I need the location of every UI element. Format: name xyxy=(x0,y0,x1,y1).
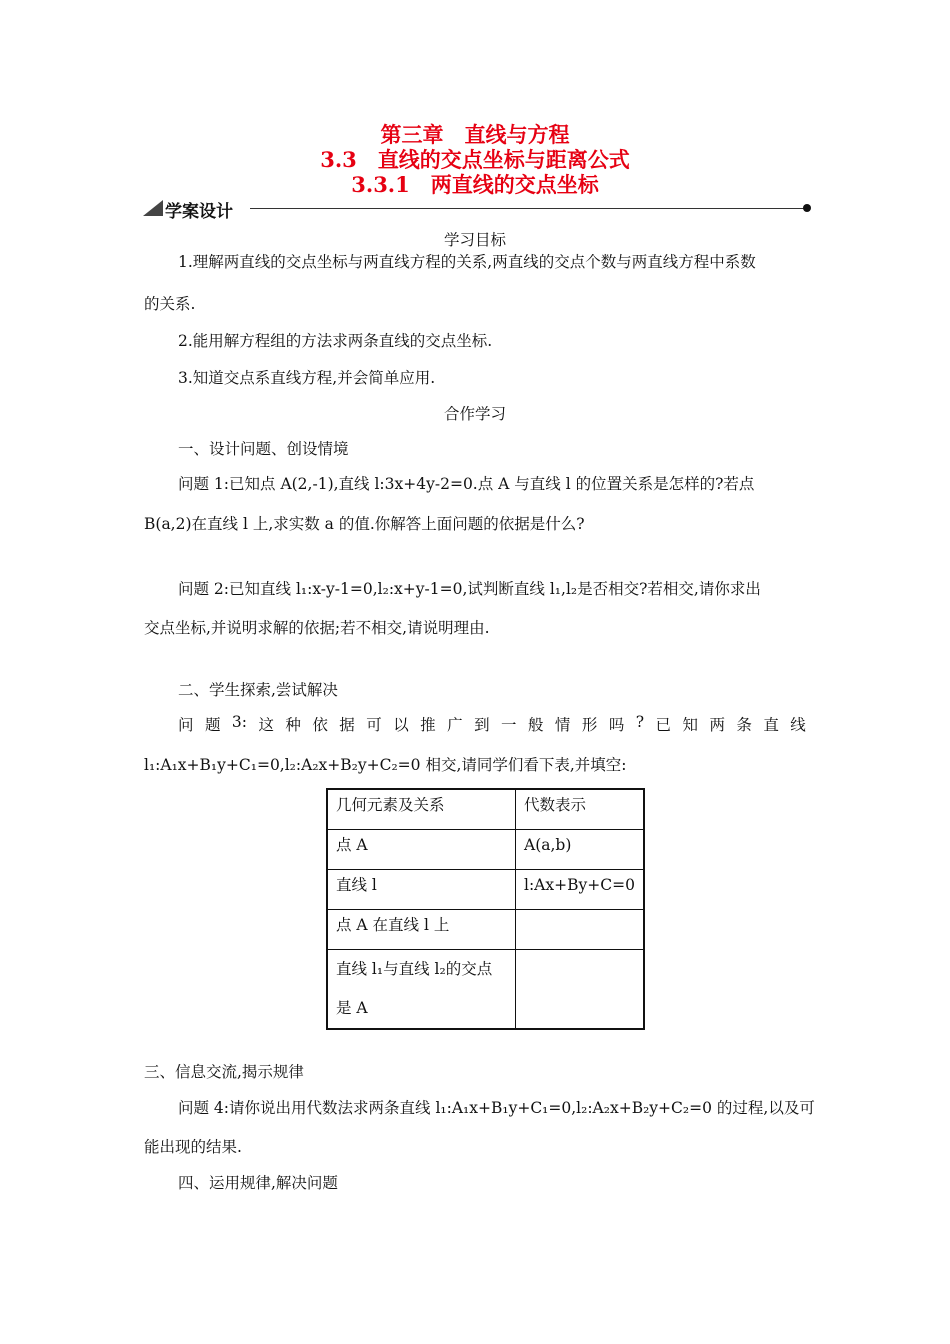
question-3-word: 种 xyxy=(285,716,301,734)
question-3-word: 依 xyxy=(312,716,328,734)
table-cell: 直线 l xyxy=(327,870,516,910)
question-3-word: 一 xyxy=(501,716,517,734)
question-3-word: 据 xyxy=(339,716,355,734)
table-cell: l:Ax+By+C=0 xyxy=(516,870,644,910)
question-3-word: ? xyxy=(635,713,645,731)
section-2-heading: 二、学生探索,尝试解决 xyxy=(178,681,338,699)
table-cell xyxy=(516,950,644,1030)
table-row xyxy=(327,910,644,950)
question-4-line-2: 能出现的结果. xyxy=(144,1138,242,1156)
goal-1-line-1: 1.理解两直线的交点坐标与两直线方程的关系,两直线的交点个数与两直线方程中系数 xyxy=(178,253,756,271)
question-3-word: 这 xyxy=(258,716,274,734)
section-1-heading: 一、设计问题、创设情境 xyxy=(178,440,349,458)
question-1-line-1: 问题 1:已知点 A(2,-1),直线 l:3x+4y-2=0.点 A 与直线 l 的位置关系是怎样的?若点 xyxy=(178,475,755,493)
question-3-word: 吗 xyxy=(608,716,625,734)
section-4-heading: 四、运用规律,解决问题 xyxy=(178,1174,338,1192)
table-row xyxy=(327,950,644,1030)
question-2-line-2: 交点坐标,并说明求解的依据;若不相交,请说明理由. xyxy=(144,619,490,637)
question-3-word: 直 xyxy=(763,716,779,734)
question-1-line-2: B(a,2)在直线 l 上,求实数 a 的值.你解答上面问题的依据是什么? xyxy=(144,515,585,533)
question-3-word: 形 xyxy=(581,716,598,734)
question-2-line-1: 问题 2:已知直线 l₁:x-y-1=0,l₂:x+y-1=0,试判断直线 l₁,l₂是否相交?若相交,请你求出 xyxy=(178,580,761,598)
question-3-line-2: l₁:A₁x+B₁y+C₁=0,l₂:A₂x+B₂y+C₂=0 相交,请同学们看下表,并填空: xyxy=(144,756,627,774)
coop-heading: 合作学习 xyxy=(443,405,506,423)
question-4-line-1: 问题 4:请你说出用代数法求两条直线 l₁:A₁x+B₁y+C₁=0,l₂:A₂x+B₂y+C₂=0 的过程,以及可 xyxy=(178,1099,815,1117)
banner-label: 学案设计 xyxy=(165,202,233,222)
section-3-heading: 三、信息交流,揭示规律 xyxy=(144,1063,304,1081)
subsection-title: 3.3.1 两直线的交点坐标 xyxy=(351,172,599,197)
table-cell: A(a,b) xyxy=(516,830,644,870)
question-3-word: 3: xyxy=(231,713,247,731)
relation-table xyxy=(326,788,645,1030)
question-3-word: 广 xyxy=(447,716,463,734)
goal-1-line-2: 的关系. xyxy=(144,295,196,313)
table-cell: 直线 l₁与直线 l₂的交点是 A xyxy=(327,950,516,1030)
section-banner xyxy=(143,198,815,220)
table-cell xyxy=(516,910,644,950)
table-header-cell: 代数表示 xyxy=(516,789,644,830)
question-3-word: 以 xyxy=(393,716,409,734)
question-3-word: 到 xyxy=(474,716,490,734)
banner-rule xyxy=(250,208,806,209)
question-3-word: 般 xyxy=(527,716,544,734)
goal-2: 2.能用解方程组的方法求两条直线的交点坐标. xyxy=(178,332,493,350)
table-cell: 点 A 在直线 l 上 xyxy=(327,910,516,950)
question-3-line-1 xyxy=(178,713,806,735)
table-header-cell: 几何元素及关系 xyxy=(327,789,516,830)
question-3-word: 推 xyxy=(420,716,436,734)
table-cell: 点 A xyxy=(327,830,516,870)
triangle-icon xyxy=(143,200,163,216)
question-3-word: 条 xyxy=(736,716,752,734)
goal-3: 3.知道交点系直线方程,并会简单应用. xyxy=(178,369,436,387)
section-title: 3.3 直线的交点坐标与距离公式 xyxy=(320,147,630,172)
title-block xyxy=(0,122,950,197)
table-row xyxy=(327,830,644,870)
chapter-title: 第三章 直线与方程 xyxy=(380,122,570,147)
goals-heading: 学习目标 xyxy=(443,231,506,249)
question-3-word: 知 xyxy=(682,716,698,734)
bullet-dot-icon xyxy=(803,204,811,212)
question-3-word: 情 xyxy=(554,716,571,734)
table-row xyxy=(327,870,644,910)
question-3-word: 可 xyxy=(366,716,382,734)
question-3-word: 已 xyxy=(655,716,672,734)
question-3-word: 题 xyxy=(204,716,221,734)
question-3-word: 线 xyxy=(790,716,806,734)
question-3-word: 问 xyxy=(178,716,194,734)
table-header-row xyxy=(327,789,644,830)
question-3-word: 两 xyxy=(709,716,725,734)
